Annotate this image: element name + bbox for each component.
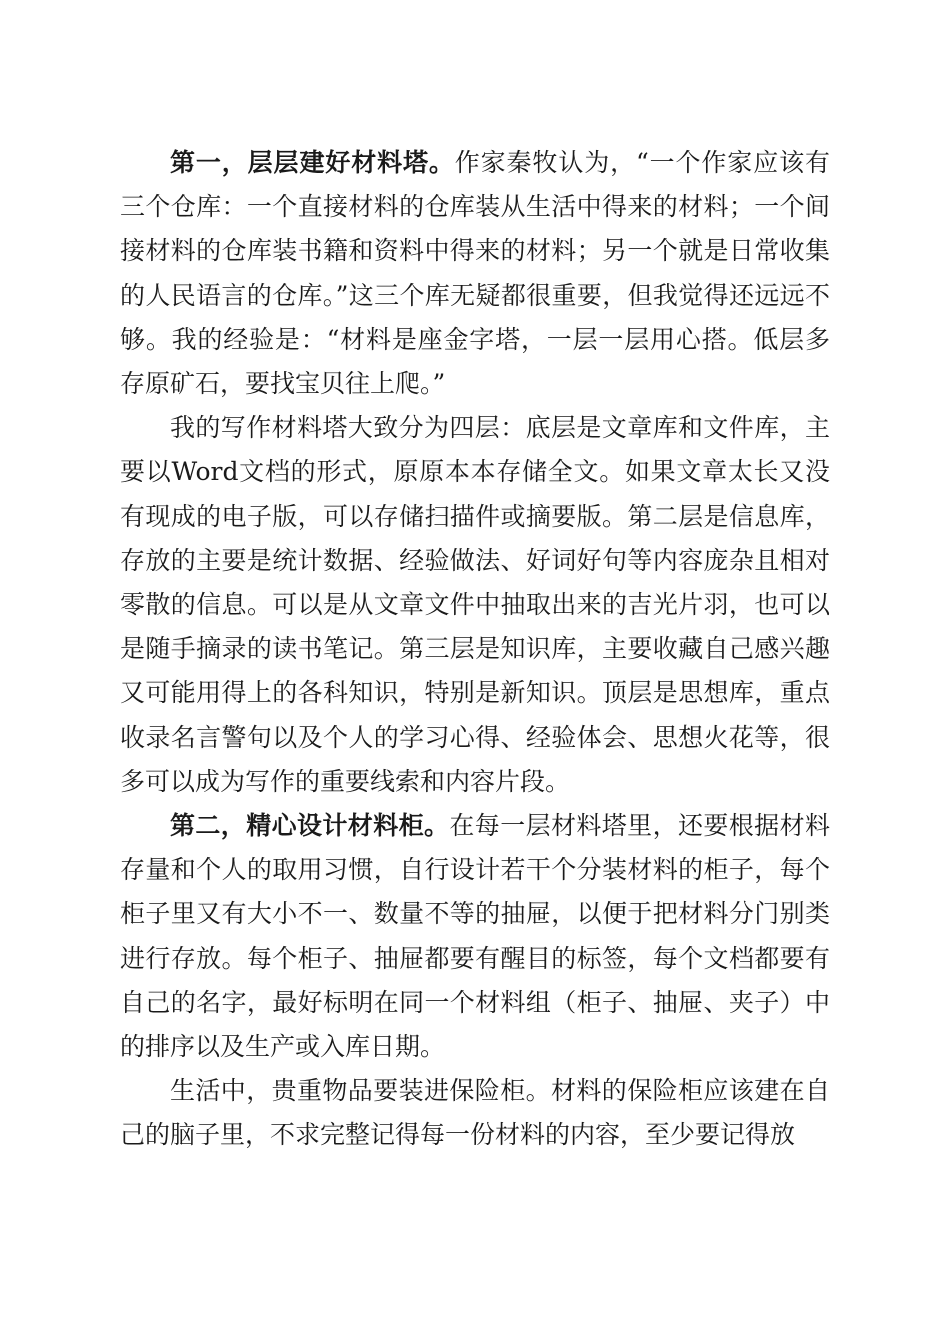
paragraph-text: 我的写作材料塔大致分为四层：底层是文章库和文件库，主要以Word文档的形式，原原本本存储全文。如果文章太长又没有现成的电子版，可以存储扫描件或摘要版。第二层是信息库，存放的主要是统计数据、经验做法、好词好句等内容庞杂且相对零散的信息。可以是从文章文件中抽取出来的吉光片羽，也可以是随手摘录的读书笔记。第三层是知识库，主要收藏自己感兴趣又可能用得上的各科知识，特别是新知识。顶层是思想库，重点收录名言警句以及个人的学习心得、经验体会、思想火花等，很多可以成为写作的重要线索和内容片段。 bbox=[120, 413, 830, 796]
paragraph-text: 生活中，贵重物品要装进保险柜。材料的保险柜应该建在自己的脑子里，不求完整记得每一份材料的内容，至少要记得放 bbox=[120, 1076, 830, 1150]
paragraph-four-layers bbox=[120, 406, 830, 804]
paragraph-lead-heading: 第一，层层建好材料塔。 bbox=[170, 148, 455, 177]
paragraph-lead-heading: 第二，精心设计材料柜。 bbox=[170, 811, 450, 841]
document-body bbox=[120, 141, 830, 1158]
paragraph-material-tower bbox=[120, 141, 830, 406]
paragraph-text: 作家秦牧认为，“一个作家应该有三个仓库：一个直接材料的仓库装从生活中得来的材料；一个间接材料的仓库装书籍和资料中得来的材料；另一个就是日常收集的人民语言的仓库。”这三个库无疑都很重要，但我觉得还远远不够。我的经验是：“材料是座金字塔，一层一层用心搭。低层多存原矿石，要找宝贝往上爬。” bbox=[120, 148, 830, 399]
paragraph-text: 在每一层材料塔里，还要根据材料存量和个人的取用习惯，自行设计若干个分装材料的柜子，每个柜子里又有大小不一、数量不等的抽屉，以便于把材料分门别类进行存放。每个柜子、抽屉都要有醒目的标签，每个文档都要有自己的名字，最好标明在同一个材料组（柜子、抽屉、夹子）中的排序以及生产或入库日期。 bbox=[120, 811, 830, 1062]
paragraph-safe-box bbox=[120, 1069, 830, 1157]
paragraph-material-cabinet bbox=[120, 804, 830, 1069]
